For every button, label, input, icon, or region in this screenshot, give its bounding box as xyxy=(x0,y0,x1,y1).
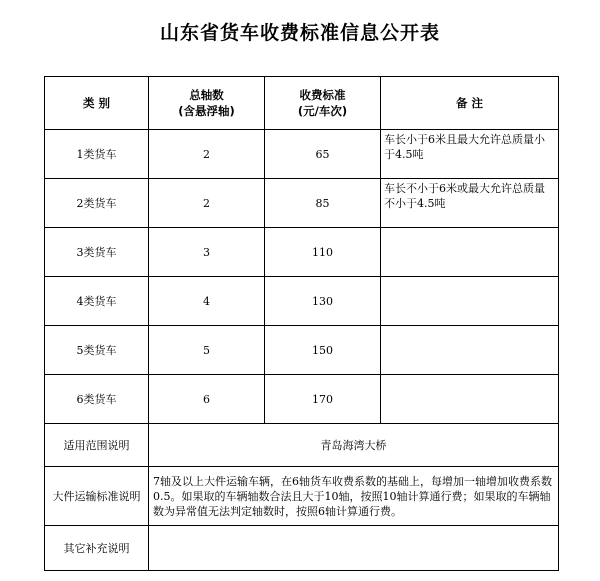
header-fee xyxy=(265,77,381,130)
page-title: 山东省货车收费标准信息公开表 xyxy=(159,22,440,44)
row-note xyxy=(381,228,559,277)
table-row xyxy=(45,375,559,424)
big-load-row xyxy=(45,467,559,526)
row-note xyxy=(381,375,559,424)
table-row xyxy=(45,130,559,179)
other-row xyxy=(45,526,559,571)
row-fee: 150 xyxy=(265,326,381,375)
scope-value: 青岛海湾大桥 xyxy=(149,424,559,467)
table-row xyxy=(45,179,559,228)
header-axles xyxy=(149,77,265,130)
fee-table xyxy=(44,76,559,571)
big-load-label: 大件运输标准说明 xyxy=(45,467,149,526)
header-note: 备 注 xyxy=(381,77,559,130)
scope-label: 适用范围说明 xyxy=(45,424,149,467)
row-category: 4类货车 xyxy=(45,277,149,326)
row-fee: 110 xyxy=(265,228,381,277)
row-axles: 4 xyxy=(149,277,265,326)
header-category: 类 别 xyxy=(45,77,149,130)
row-note: 车长小于6米且最大允许总质量小于4.5吨 xyxy=(381,130,559,179)
row-axles: 3 xyxy=(149,228,265,277)
other-value xyxy=(149,526,559,571)
table-row xyxy=(45,326,559,375)
row-note: 车长不小于6米或最大允许总质量不小于4.5吨 xyxy=(381,179,559,228)
header-row xyxy=(45,77,559,130)
row-category: 2类货车 xyxy=(45,179,149,228)
header-axles-line2: (含悬浮轴) xyxy=(178,104,235,118)
row-fee: 65 xyxy=(265,130,381,179)
row-category: 5类货车 xyxy=(45,326,149,375)
row-category: 3类货车 xyxy=(45,228,149,277)
row-axles: 6 xyxy=(149,375,265,424)
row-category: 6类货车 xyxy=(45,375,149,424)
row-fee: 85 xyxy=(265,179,381,228)
scope-row xyxy=(45,424,559,467)
table-row xyxy=(45,277,559,326)
row-fee: 170 xyxy=(265,375,381,424)
header-fee-line1: 收费标准 xyxy=(299,88,346,102)
row-axles: 2 xyxy=(149,130,265,179)
other-label: 其它补充说明 xyxy=(45,526,149,571)
header-axles-line1: 总轴数 xyxy=(189,88,224,102)
row-axles: 5 xyxy=(149,326,265,375)
row-fee: 130 xyxy=(265,277,381,326)
row-note xyxy=(381,326,559,375)
big-load-value: 7轴及以上大件运输车辆，在6轴货车收费系数的基础上，每增加一轴增加收费系数0.5。如果取的车辆轴数合法且大于10轴，按照10轴计算通行费；如果取的车辆轴数为异常值无法判定轴数时，按照6轴计算通行费。 xyxy=(149,467,559,526)
row-category: 1类货车 xyxy=(45,130,149,179)
row-note xyxy=(381,277,559,326)
row-axles: 2 xyxy=(149,179,265,228)
header-fee-line2: (元/车次) xyxy=(297,104,348,118)
table-row xyxy=(45,228,559,277)
